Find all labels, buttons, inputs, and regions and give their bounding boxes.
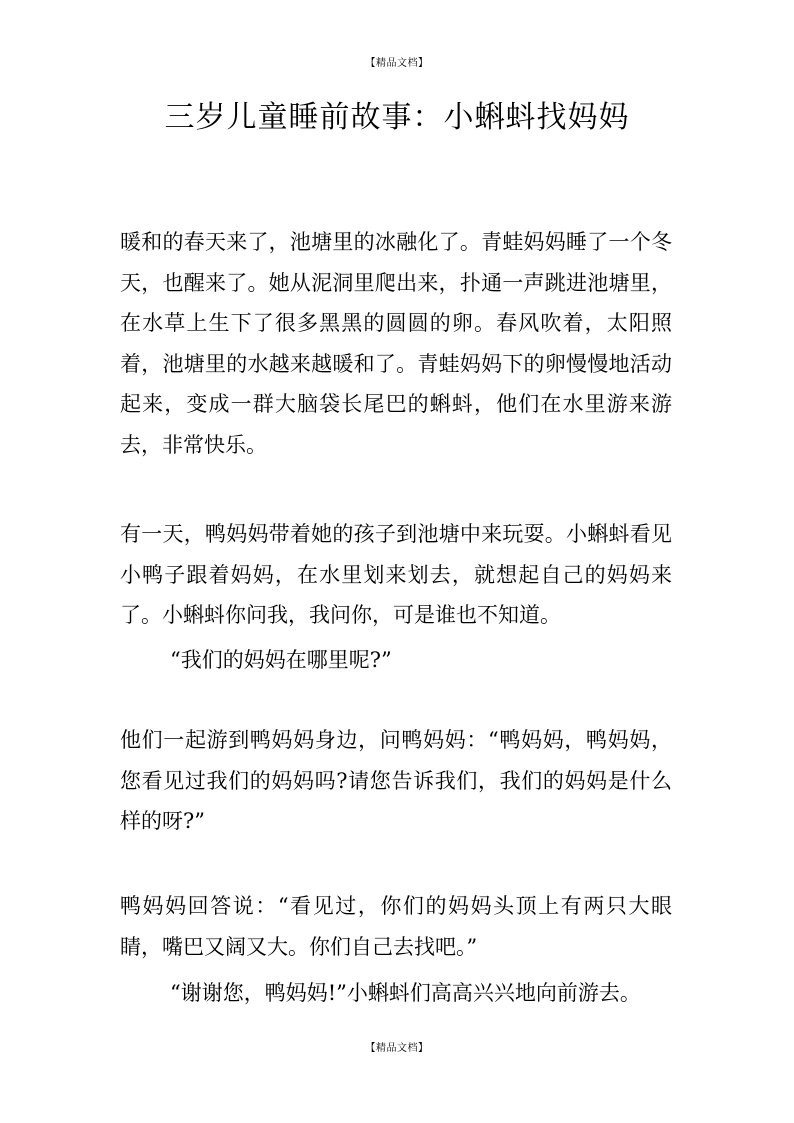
document-title: 三岁儿童睡前故事：小蝌蚪找妈妈 [164,100,630,135]
story-paragraph: 有一天，鸭妈妈带着她的孩子到池塘中来玩耍。小蝌蚪看见小鸭子跟着妈妈，在水里划来划去，就想起自己的妈妈来了。小蝌蚪你问我，我问你，可是谁也不知道。 [120,522,672,627]
story-paragraph: 鸭妈妈回答说：“看见过，你们的妈妈头顶上有两只大眼睛，嘴巴又阔又大。你们自己去找吧。” [120,894,672,959]
page-footer: 【精品文档】 [365,1043,429,1054]
story-dialogue-line: “谢谢您，鸭妈妈!”小蝌蚪们高高兴兴地向前游去。 [170,981,641,1005]
page-header: 【精品文档】 [365,58,429,69]
story-paragraph: 他们一起游到鸭妈妈身边，问鸭妈妈：“鸭妈妈，鸭妈妈，您看见过我们的妈妈吗?请您告诉我们，我们的妈妈是什么样的呀?” [120,728,672,833]
story-paragraph: 暖和的春天来了，池塘里的冰融化了。青蛙妈妈睡了一个冬天，也醒来了。她从泥洞里爬出来，扑通一声跳进池塘里，在水草上生下了很多黑黑的圆圆的卵。春风吹着，太阳照着，池塘里的水越来越暖和了。青蛙妈妈下的卵慢慢地活动起来，变成一群大脑袋长尾巴的蝌蚪，他们在水里游来游去，非常快乐。 [120,230,672,457]
story-dialogue-line: “我们的妈妈在哪里呢?” [170,648,392,672]
